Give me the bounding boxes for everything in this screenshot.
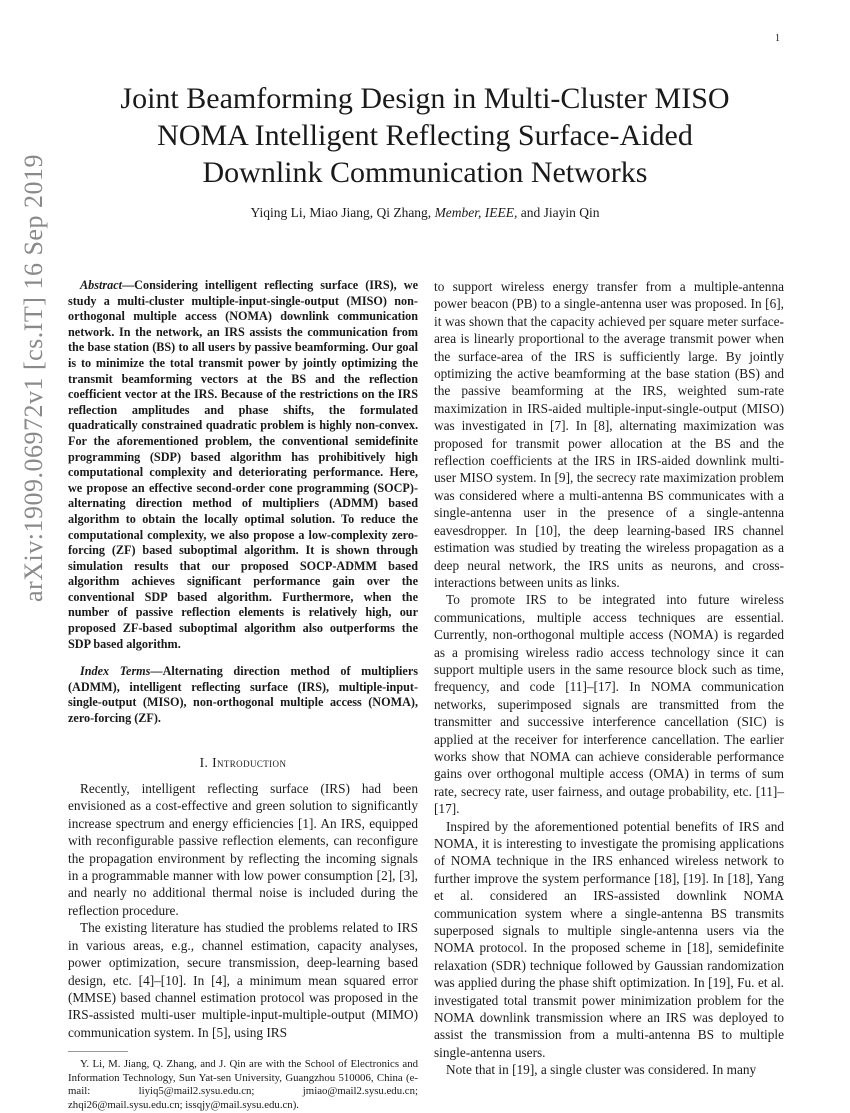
body-paragraph: Note that in [19], a single cluster was considered. In many [446,1062,757,1078]
index-terms [68,664,418,726]
page-number: 1 [775,33,780,44]
paper-title [60,80,790,191]
footnote: Y. Li, M. Jiang, Q. Zhang, and J. Qin are with the School of Electronics and Information Technology, Sun Yat-sen University, Guangzhou 510006, China (e-mail: liyiq5@mail2.sysu.edu.cn; jmiao@mail2.sysu.edu.cn; zhqi26@mail.sysu.edu.cn; issqjy@mail.sysu.edu.cn). [68,1058,418,1111]
body-paragraph: to support wireless energy transfer from a multiple-antenna power beacon (PB) to a single-antenna user was proposed. In [6], it was shown that the capacity achieved per square meter surface-area is linearly proportional to the average transmit power when the surface-area of the IRS is sufficiently large. By jointly optimizing the active beamforming at the base station (BS) and the passive beamforming at the IRS, weighted sum-rate maximization in IRS-aided multiple-input-single-output (MISO) was investigated in [7]. In [8], alternating maximization was proposed for transmit power allocation at the BS and the reflection coefficients at the IRS in IRS-aided downlink multi-user MISO system. In [9], the secrecy rate maximization problem was considered where a multi-antenna BS communicates with a single-antenna user in the presence of a single-antenna eavesdropper. In [10], the deep learning-based IRS channel estimation was studied by treating the wireless propagation as a deep neural network, the IRS units as neurons, and cross-interactions between units as links. [434,279,784,590]
title-line: NOMA Intelligent Reflecting Surface-Aided [157,119,693,152]
title-line: Joint Beamforming Design in Multi-Cluster MISO [120,82,730,115]
arxiv-stamp: arXiv:1909.06972v1 [cs.IT] 16 Sep 2019 [19,154,48,602]
index-terms-text: —Alternating direction method of multipliers (ADMM), intelligent reflecting surface (IRS), multiple-input-single-output (MISO), non-orthogonal multiple access (NOMA), zero-forcing (ZF). [68,664,418,726]
section-heading: I. Introduction [199,754,287,770]
left-column [68,278,418,1113]
abstract-lead: Abstract [80,278,122,292]
abstract-paragraph [68,278,418,652]
member-note: Member, IEEE, [434,205,518,220]
body-paragraph: The existing literature has studied the problems related to IRS in various areas, e.g., channel estimation, capacity analyses, power optimization, secure transmission, deep-learning based design, etc. [4]–[10]. In [4], a minimum mean squared error (MMSE) based channel estimation protocol was proposed in the IRS-assisted multi-user multiple-input-multiple-output (MIMO) communication system. In [5], using IRS [68,920,418,1040]
author-names: Yiqing Li, Miao Jiang, Qi Zhang, [250,205,432,220]
footnote-rule [68,1051,128,1052]
body-paragraph: Recently, intelligent reflecting surface (IRS) had been envisioned as a cost-effective and green solution to significantly increase spectrum and energy efficiencies [1]. An IRS, equipped with reconfigurable passive reflection elements, can reconfigure the propagation environment by reflecting the incoming signals in a programmable manner with low power consumption [2], [3], and nearly no additional thermal noise is included during the reflection procedure. [68,781,418,918]
body-paragraph: Inspired by the aforementioned potential benefits of IRS and NOMA, it is interesting to investigate the promising applications of NOMA technique in the IRS enhanced wireless network to further improve the system performance [18], [19]. In [18], Yang et al. considered an IRS-assisted downlink NOMA communication system where a single-antenna BS transmits superposed signals to multiple single-antenna users via the NOMA protocol. In the proposed scheme in [18], semidefinite relaxation (SDR) technique followed by Gaussian randomization was applied during the phase shift optimization. In [19], Fu. et al. investigated total transmit power minimization problem for the NOMA downlink transmission where an IRS was deployed to assist the transmission from a multi-antenna BS to multiple single-antenna users. [434,818,784,1060]
body-paragraph: To promote IRS to be integrated into future wireless communications, multiple access techniques are essential. Currently, non-orthogonal multiple access (NOMA) is regarded as a promising wireless radio access technology since it can support multiple users in the same resource block such as time, frequency, and code [11]–[17]. In NOMA communication networks, superimposed signals are transmitted from the transmitter and successive interference cancellation (SIC) is applied at the receiver for interference cancellation. The earlier works show that NOMA can achieve considerable performance gains over orthogonal multiple access (OMA) in terms of sum rate, secrecy rate, user fairness, and outage probability, etc. [11]–[17]. [434,592,784,817]
right-column [434,278,784,1079]
abstract [68,278,418,727]
index-terms-lead: Index Terms [80,664,151,679]
title-line: Downlink Communication Networks [202,156,648,189]
author-list [60,205,790,221]
author-last: and Jiayin Qin [520,205,600,220]
abstract-text: —Considering intelligent reflecting surface (IRS), we study a multi-cluster multiple-input-single-output (MISO) non-orthogonal multiple access (NOMA) downlink communication network. In the network, an IRS assists the communication from the base station (BS) to all users by passive beamforming. Our goal is to minimize the total transmit power by jointly optimizing the transmit beamforming vectors at the BS and the reflection coefficient vector at the IRS. Because of the restrictions on the IRS reflection amplitudes and phase shifts, the formulated quadratically constrained quadratic problem is highly non-convex. For the aforementioned problem, the conventional semidefinite programming (SDP) based algorithm has prohibitively high computational complexity and deteriorating performance. Here, we propose an effective second-order cone programming (SOCP)-alternating direction method of multipliers (ADMM) based algorithm to obtain the locally optimal solution. To reduce the computational complexity, we also propose a low-complexity zero-forcing (ZF) based suboptimal algorithm. It is shown through simulation results that our proposed SOCP-ADMM based algorithm achieves significant performance gain over the conventional SDP based algorithm. Furthermore, when the number of passive reflection elements is relatively high, our proposed ZF-based suboptimal algorithm also outperforms the SDP based algorithm. [68,278,418,651]
